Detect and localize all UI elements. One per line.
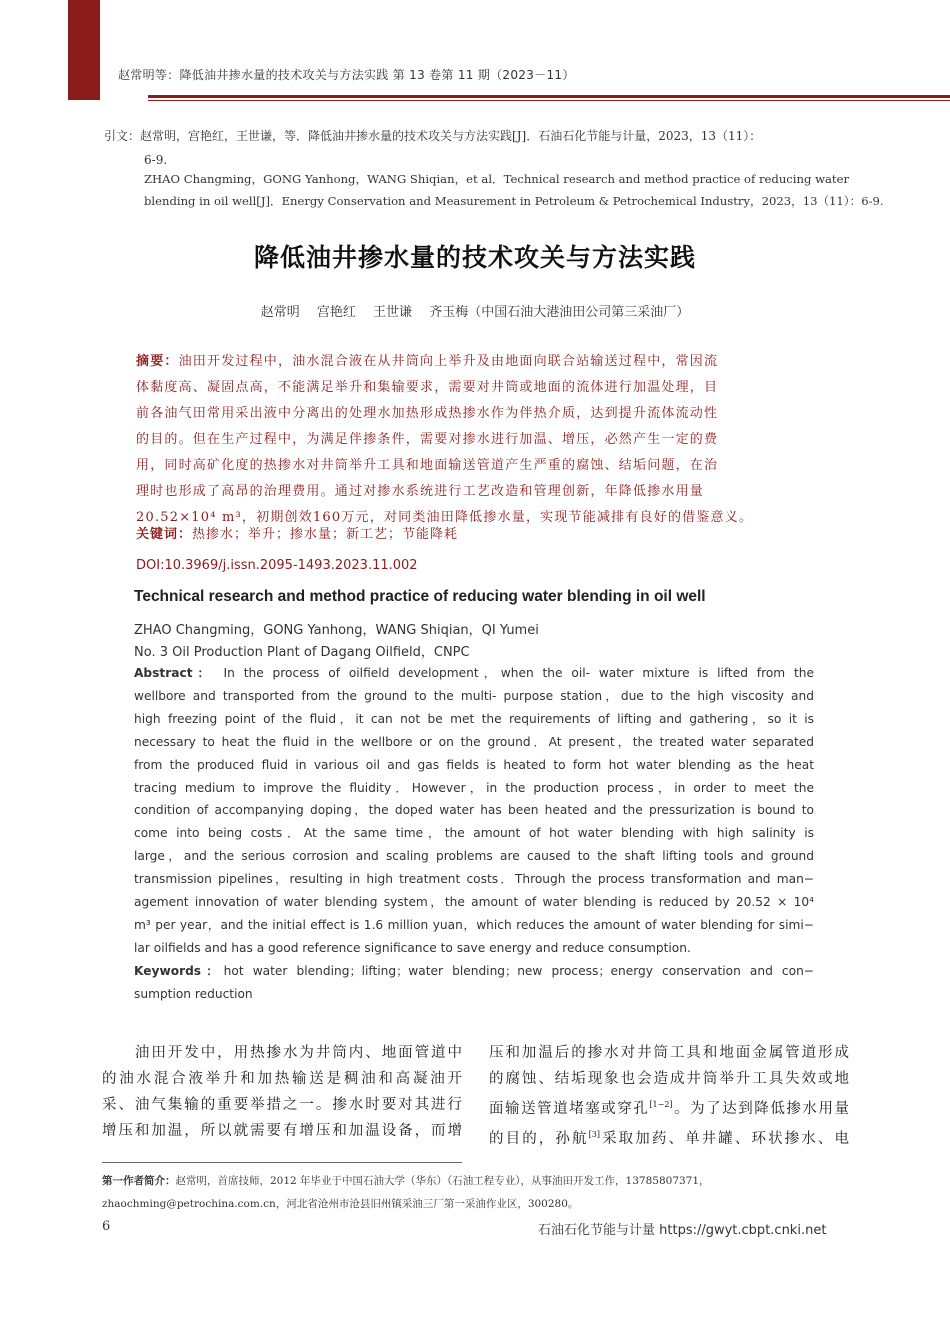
abstract-zh-line: 体黏度高、凝固点高，不能满足举升和集输要求，需要对井筒或地面的流体进行加温处理，目	[136, 380, 719, 395]
abstract-en-line: large，and the serious corrosion and scaling problems are caused to the shaft lifting tools and ground	[134, 849, 814, 864]
keywords-en-label: Keywords：	[134, 963, 224, 978]
doi-link[interactable]: DOI:10.3969/j.issn.2095-1493.2023.11.002	[136, 558, 418, 573]
citation-en	[144, 168, 884, 212]
abstract-en-line: transmission pipelines，resulting in high treatment costs．Through the process transformation and man−	[134, 872, 814, 887]
english-affiliation: No. 3 Oil Production Plant of Dagang Oilfield，CNPC	[134, 645, 470, 660]
abstract-zh-line: 理时也形成了高昂的治理费用。通过对掺水系统进行工艺改造和管理创新，年降低掺水用量	[136, 484, 705, 499]
abstract-en-line: from the produced fluid in various oil and gas fields is heated to form hot water blending as the heat	[134, 757, 814, 772]
body-line: 采、油气集输的重要举措之一。掺水时要对其进行	[102, 1097, 462, 1113]
header-rule	[148, 95, 950, 98]
citation-zh-line2: 6-9.	[144, 153, 168, 167]
citation-en-line1: ZHAO Changming，GONG Yanhong，WANG Shiqian，et al．Technical research and method practice of reducing water	[144, 172, 849, 186]
abstract-en-line: come into being costs．At the same time，the amount of hot water blending with high salinity is	[134, 826, 814, 841]
english-title: Technical research and method practice of reducing water blending in oil well	[134, 588, 706, 605]
abstract-en-line: In the process of oilfield development，when the oil- water mixture is lifted from the	[223, 666, 814, 680]
body-line: 的腐蚀、结垢现象也会造成井筒举升工具失效或地	[489, 1071, 849, 1087]
abstract-en	[134, 662, 814, 1006]
english-authors: ZHAO Changming，GONG Yanhong，WANG Shiqian，QI Yumei	[134, 623, 539, 638]
abstract-en-line: agement innovation of water blending system，the amount of water blending is reduced by 20.52 × 10⁴	[134, 895, 814, 910]
abstract-en-line: m³ per year，and the initial effect is 1.6 million yuan，which reduces the amount of water blending for simi−	[134, 917, 814, 932]
body-column-left	[102, 1040, 462, 1144]
abstract-zh-line: 用，同时高矿化度的热掺水对井筒举升工具和地面输送管道产生严重的腐蚀、结垢问题，在治	[136, 458, 719, 473]
citation-label: 引文：	[104, 129, 141, 143]
author-footnote	[102, 1170, 849, 1216]
footnote-line: 赵常明，首席技师，2012 年毕业于中国石油大学（华东）（石油工程专业），从事油田开发工作，13785807371，	[175, 1175, 710, 1187]
citation-zh-line1: 赵常明，宫艳红，王世谦，等．降低油井掺水量的技术攻关与方法实践[J]．石油石化节能与计量，2023，13（11）：	[140, 129, 762, 143]
footnote-line: zhaochming@petrochina.com.cn，河北省沧州市沧县旧州镇采油三厂第一采油作业区，300280。	[102, 1198, 579, 1210]
keywords-en-text: sumption reduction	[134, 986, 253, 1001]
body-line: 增压和加温，所以就需要有增压和加温设备，而增	[102, 1123, 462, 1139]
citation-en-line2: blending in oil well[J]．Energy Conservation and Measurement in Petroleum & Petrochemical Industry，2023，13（11）：6-9.	[144, 194, 884, 208]
header-accent-bar	[68, 0, 100, 100]
abstract-en-line: wellbore and transported from the ground to the multi- purpose station，due to the high viscosity and	[134, 688, 814, 703]
abstract-zh-line: 油田开发过程中，油水混合液在从井筒向上举升及由地面向联合站输送过程中，常因流	[178, 354, 719, 369]
keywords-zh	[136, 523, 458, 542]
keywords-en-text: hot water blending；lifting；water blending；new process；energy conservation and con−	[223, 963, 814, 978]
page-number: 6	[102, 1219, 111, 1234]
footnote-rule	[102, 1162, 462, 1163]
footnote-label: 第一作者简介：	[102, 1175, 176, 1187]
body-line: 的油水混合液举升和加热输送是稠油和高凝油开	[102, 1071, 462, 1087]
abstract-zh	[136, 349, 814, 531]
abstract-en-line: high freezing point of the fluid，it can not be met the requirements of lifting and gathering，so it is	[134, 711, 814, 726]
abstract-en-line: condition of accompanying doping，the doped water has been heated and the pressurization is bound to	[134, 803, 814, 818]
body-line: 压和加温后的掺水对井筒工具和地面金属管道形成	[489, 1045, 849, 1061]
body-column-right	[489, 1040, 849, 1152]
body-line: 面输送管道堵塞或穿孔[1−2]。为了达到降低掺水用量	[489, 1100, 850, 1117]
reference-link[interactable]: [3]	[588, 1129, 600, 1139]
keywords-zh-text: 热掺水；举升；掺水量；新工艺；节能降耗	[192, 527, 459, 542]
paper-title: 降低油井掺水量的技术攻关与方法实践	[253, 243, 696, 272]
abstract-en-label: Abstract：	[134, 666, 215, 680]
reference-link[interactable]: [1−2]	[649, 1100, 673, 1109]
abstract-zh-line: 20.52×10⁴ m³，初期创效160万元，对同类油田降低掺水量，实现节能减排有良好的借鉴意义。	[136, 510, 754, 525]
body-line: 油田开发中，用热掺水为井筒内、地面管道中	[102, 1045, 462, 1061]
citation-zh	[104, 124, 849, 172]
journal-footer: 石油石化节能与计量 https://gwyt.cbpt.cnki.net	[538, 1223, 827, 1238]
abstract-zh-label: 摘要：	[136, 354, 179, 369]
abstract-zh-line: 的目的。但在生产过程中，为满足伴掺条件，需要对掺水进行加温、增压，必然产生一定的费	[136, 432, 719, 447]
author-list: 赵常明 宫艳红 王世谦 齐玉梅（中国石油大港油田公司第三采油厂）	[260, 305, 690, 320]
abstract-en-line: lar oilfields and has a good reference significance to save energy and reduce consumption.	[134, 940, 691, 955]
header-rule-thin	[148, 100, 950, 101]
abstract-en-line: tracing medium to improve the fluidity．However，in the production process，in order to meet the	[134, 780, 814, 795]
running-head: 赵常明等：降低油井掺水量的技术攻关与方法实践 第 13 卷第 11 期（2023－11）	[118, 68, 575, 82]
body-line: 的目的，孙航[3]采取加药、单井罐、环状掺水、电	[489, 1129, 850, 1147]
keywords-zh-label: 关键词：	[136, 527, 193, 542]
abstract-zh-line: 前各油气田常用采出液中分离出的处理水加热形成热掺水作为伴热介质，达到提升流体流动性	[136, 406, 719, 421]
abstract-en-line: necessary to heat the fluid in the wellbore or on the ground．At present，the treated water separated	[134, 734, 814, 749]
